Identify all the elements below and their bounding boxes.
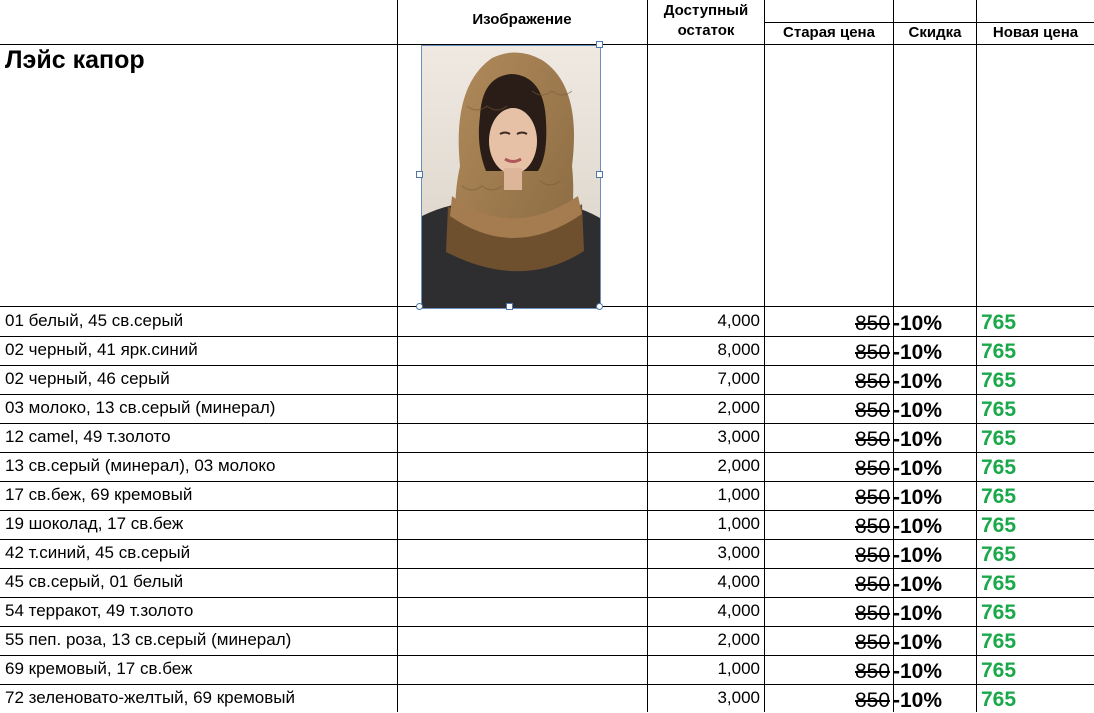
discount-cell[interactable]: -10%	[893, 515, 943, 538]
new-price-cell[interactable]: 765	[981, 543, 1017, 566]
product-title[interactable]: Лэйс капор	[5, 46, 145, 74]
stock-cell[interactable]: 2,000	[717, 630, 760, 649]
stock-cell[interactable]: 1,000	[717, 514, 760, 533]
old-price-cell[interactable]: 850	[855, 457, 891, 480]
table-row[interactable]	[0, 539, 1094, 568]
table-row[interactable]	[0, 394, 1094, 423]
color-variant-cell[interactable]: 01 белый, 45 св.серый	[5, 311, 184, 330]
color-variant-cell[interactable]: 19 шоколад, 17 св.беж	[5, 514, 184, 533]
table-row[interactable]	[0, 481, 1094, 510]
discount-cell[interactable]: -10%	[893, 428, 943, 451]
stock-cell[interactable]: 1,000	[717, 485, 760, 504]
discount-cell[interactable]: -10%	[893, 660, 943, 683]
table-row[interactable]	[0, 568, 1094, 597]
old-price-cell[interactable]: 850	[855, 689, 891, 712]
stock-cell[interactable]: 3,000	[717, 688, 760, 707]
old-price-cell[interactable]: 850	[855, 428, 891, 451]
header-discount[interactable]: Скидка	[908, 24, 962, 41]
table-row[interactable]	[0, 684, 1094, 713]
table-row[interactable]	[0, 423, 1094, 452]
new-price-cell[interactable]: 765	[981, 311, 1017, 334]
color-variant-cell[interactable]: 02 черный, 46 серый	[5, 369, 170, 388]
table-row[interactable]	[0, 336, 1094, 365]
discount-cell[interactable]: -10%	[893, 457, 943, 480]
resize-handle[interactable]	[596, 41, 603, 48]
table-row[interactable]	[0, 597, 1094, 626]
color-variant-cell[interactable]: 45 св.серый, 01 белый	[5, 572, 184, 591]
stock-cell[interactable]: 7,000	[717, 369, 760, 388]
table-row[interactable]	[0, 365, 1094, 394]
old-price-cell[interactable]: 850	[855, 602, 891, 625]
stock-cell[interactable]: 2,000	[717, 398, 760, 417]
old-price-cell[interactable]: 850	[855, 544, 891, 567]
stock-cell[interactable]: 3,000	[717, 427, 760, 446]
old-price-cell[interactable]: 850	[855, 341, 891, 364]
discount-cell[interactable]: -10%	[893, 544, 943, 567]
stock-cell[interactable]: 1,000	[717, 659, 760, 678]
old-price-cell[interactable]: 850	[855, 515, 891, 538]
stock-cell[interactable]: 4,000	[717, 311, 760, 330]
discount-cell[interactable]: -10%	[893, 399, 943, 422]
discount-cell[interactable]: -10%	[893, 341, 943, 364]
discount-cell[interactable]: -10%	[893, 573, 943, 596]
discount-cell[interactable]: -10%	[893, 486, 943, 509]
new-price-cell[interactable]: 765	[981, 456, 1017, 479]
color-variant-cell[interactable]: 12 camel, 49 т.золото	[5, 427, 171, 446]
new-price-cell[interactable]: 765	[981, 630, 1017, 653]
old-price-cell[interactable]: 850	[855, 312, 891, 335]
discount-cell[interactable]: -10%	[893, 689, 943, 712]
old-price-cell[interactable]: 850	[855, 370, 891, 393]
old-price-cell[interactable]: 850	[855, 573, 891, 596]
stock-cell[interactable]: 8,000	[717, 340, 760, 359]
color-variant-cell[interactable]: 54 терракот, 49 т.золото	[5, 601, 194, 620]
table-row[interactable]	[0, 626, 1094, 655]
new-price-cell[interactable]: 765	[981, 688, 1017, 711]
stock-cell[interactable]: 4,000	[717, 601, 760, 620]
color-variant-cell[interactable]: 02 черный, 41 ярк.синий	[5, 340, 198, 359]
resize-handle[interactable]	[596, 171, 603, 178]
table-row[interactable]	[0, 307, 1094, 336]
color-variant-cell[interactable]: 42 т.синий, 45 св.серый	[5, 543, 191, 562]
old-price-cell[interactable]: 850	[855, 399, 891, 422]
new-price-cell[interactable]: 765	[981, 398, 1017, 421]
new-price-cell[interactable]: 765	[981, 572, 1017, 595]
header-image[interactable]: Изображение	[472, 11, 572, 28]
discount-cell[interactable]: -10%	[893, 631, 943, 654]
new-price-cell[interactable]: 765	[981, 514, 1017, 537]
table-row[interactable]	[0, 655, 1094, 684]
color-variant-cell[interactable]: 55 пеп. роза, 13 св.серый (минерал)	[5, 630, 292, 649]
header-new-price[interactable]: Новая цена	[992, 24, 1079, 41]
new-price-cell[interactable]: 765	[981, 427, 1017, 450]
new-price-cell[interactable]: 765	[981, 340, 1017, 363]
color-variant-cell[interactable]: 13 св.серый (минерал), 03 молоко	[5, 456, 276, 475]
new-price-cell[interactable]: 765	[981, 659, 1017, 682]
table-row[interactable]	[0, 452, 1094, 481]
product-photo[interactable]	[421, 45, 601, 309]
table-row[interactable]	[0, 510, 1094, 539]
color-variant-cell[interactable]: 69 кремовый, 17 св.беж	[5, 659, 193, 678]
discount-cell[interactable]: -10%	[893, 312, 943, 335]
color-variant-cell[interactable]: 72 зеленовато-желтый, 69 кремовый	[5, 688, 295, 707]
resize-handle[interactable]	[416, 171, 423, 178]
stock-cell[interactable]: 4,000	[717, 572, 760, 591]
old-price-cell[interactable]: 850	[855, 631, 891, 654]
header-stock[interactable]: Доступный остаток	[663, 2, 749, 39]
old-price-cell[interactable]: 850	[855, 660, 891, 683]
color-variant-cell[interactable]: 17 св.беж, 69 кремовый	[5, 485, 193, 504]
product-photo-image	[422, 46, 600, 308]
color-variant-cell[interactable]: 03 молоко, 13 св.серый (минерал)	[5, 398, 276, 417]
discount-cell[interactable]: -10%	[893, 602, 943, 625]
discount-cell[interactable]: -10%	[893, 370, 943, 393]
new-price-cell[interactable]: 765	[981, 601, 1017, 624]
header-old-price[interactable]: Старая цена	[783, 24, 875, 41]
new-price-cell[interactable]: 765	[981, 485, 1017, 508]
stock-cell[interactable]: 2,000	[717, 456, 760, 475]
stock-cell[interactable]: 3,000	[717, 543, 760, 562]
old-price-cell[interactable]: 850	[855, 486, 891, 509]
new-price-cell[interactable]: 765	[981, 369, 1017, 392]
